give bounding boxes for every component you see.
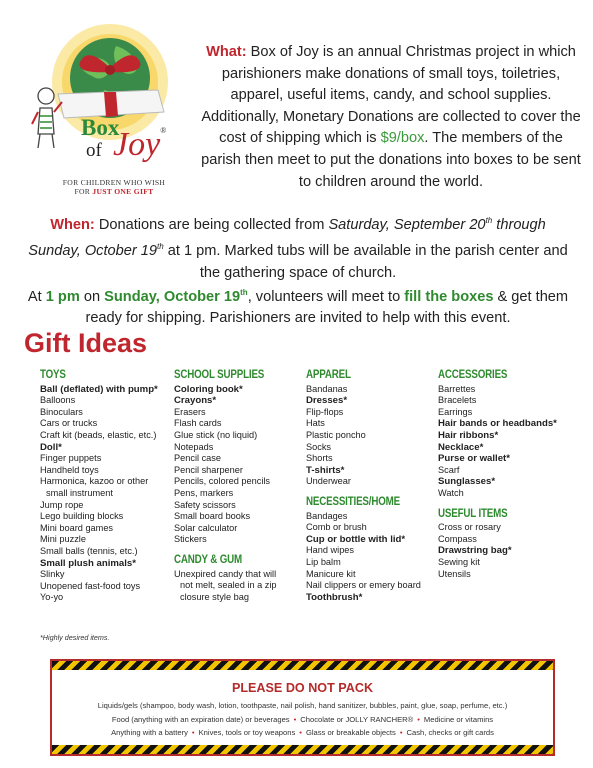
list-item: Mini puzzle bbox=[40, 534, 86, 545]
list-item: Crayons* bbox=[174, 395, 217, 407]
list-item: Safety scissors bbox=[174, 499, 236, 510]
list-item: Pencils, colored pencils bbox=[174, 476, 271, 487]
necessities-heading: NECESSITIES/HOME bbox=[306, 495, 400, 508]
list-item: Small balls (tennis, etc.) bbox=[40, 545, 138, 556]
list-item: Hats bbox=[306, 418, 325, 429]
apparel-column bbox=[306, 370, 438, 603]
list-item: not melt, sealed in a zip bbox=[180, 580, 277, 591]
list-item: Balloons bbox=[40, 395, 76, 406]
list-item: Toothbrush* bbox=[306, 591, 363, 603]
when-paragraph: When: Donations are being collected from Saturday, September 20th through Sunday, October 19th at 1 pm. Marked tubs will be available in the parish center and the gathering space of church. bbox=[28, 216, 568, 281]
list-item: Scarf bbox=[438, 464, 460, 475]
do-not-pack-item: Anything with a battery bbox=[111, 728, 188, 737]
do-not-pack-line-1: Liquids/gels (shampoo, body wash, lotion, toothpaste, nail polish, hand sanitizer, bubbles, paint, glue, soap, perfume, etc.) bbox=[97, 701, 508, 710]
list-item: Underwear bbox=[306, 476, 351, 487]
list-item: Mini board games bbox=[40, 522, 114, 533]
accessories-heading: ACCESSORIES bbox=[438, 369, 508, 381]
what-paragraph: What: Box of Joy is an annual Christmas project in which parishioners make donations of small toys, toiletries, apparel, useful items, candy, and school supplies. Additionally, Monetary Donations are collected to cover the cost of shipping which is $9/box. The members of the parish then meet to put the donations into boxes to be sent to children around the world. bbox=[201, 44, 581, 190]
list-item: Dresses* bbox=[306, 395, 348, 407]
list-item: Pencil case bbox=[174, 453, 221, 464]
bullet-separator: • bbox=[417, 715, 420, 724]
list-item: Unexpired candy that will bbox=[174, 568, 277, 579]
list-item: Craft kit (beads, elastic, etc.) bbox=[40, 429, 157, 440]
list-item: Pencil sharpener bbox=[174, 464, 243, 475]
useful-items-list bbox=[438, 522, 578, 580]
list-item: Yo-yo bbox=[40, 592, 64, 603]
accessories-list bbox=[438, 384, 578, 500]
list-item: Doll* bbox=[40, 441, 62, 453]
list-item: T-shirts* bbox=[306, 464, 345, 476]
do-not-pack-line-2 bbox=[52, 715, 553, 724]
list-item: Purse or wallet* bbox=[438, 453, 510, 465]
list-item: Lip balm bbox=[306, 556, 341, 567]
list-item: small instrument bbox=[46, 487, 113, 498]
list-item: Bandanas bbox=[306, 383, 348, 394]
list-item: Hair ribbons* bbox=[438, 429, 499, 441]
list-item: Cars or trucks bbox=[40, 418, 98, 429]
list-item: Earrings bbox=[438, 406, 473, 417]
list-item: Drawstring bag* bbox=[438, 545, 512, 557]
logo-word-box: Box bbox=[81, 115, 120, 140]
candy-gum-heading: CANDY & GUM bbox=[174, 553, 243, 566]
do-not-pack-item: Chocolate or JOLLY RANCHER® bbox=[300, 715, 414, 724]
gift-ideas-title: Gift Ideas bbox=[24, 328, 148, 358]
toys-heading: TOYS bbox=[40, 369, 66, 381]
list-item: Small board books bbox=[174, 511, 251, 522]
do-not-pack-item: Knives, tools or toy weapons bbox=[198, 728, 296, 737]
bullet-separator: • bbox=[399, 728, 403, 737]
when-label: When: bbox=[50, 216, 95, 233]
list-item: Socks bbox=[306, 441, 332, 452]
hazard-stripe-top bbox=[52, 661, 553, 670]
list-item: Flip-flops bbox=[306, 406, 344, 417]
do-not-pack-item: Medicine or vitamins bbox=[423, 715, 494, 724]
list-item: Glue stick (no liquid) bbox=[174, 429, 258, 440]
school-column bbox=[174, 370, 304, 603]
list-item: Compass bbox=[438, 533, 477, 544]
box-of-joy-logo bbox=[18, 16, 196, 196]
candy-gum-list bbox=[174, 569, 304, 604]
do-not-pack-line-3 bbox=[52, 728, 553, 737]
list-item: Binoculars bbox=[40, 406, 83, 417]
footnote: *Highly desired items. bbox=[40, 633, 110, 642]
list-item: Unopened fast-food toys bbox=[40, 580, 141, 591]
list-item: Coloring book* bbox=[174, 383, 243, 395]
list-item: Sewing kit bbox=[438, 556, 480, 567]
do-not-pack-item: Glass or breakable objects bbox=[305, 728, 396, 737]
list-item: Manicure kit bbox=[306, 568, 356, 579]
do-not-pack-box bbox=[50, 659, 555, 756]
shipping-price: $9/box bbox=[380, 130, 425, 147]
toys-list bbox=[40, 384, 172, 604]
list-item: Utensils bbox=[438, 568, 471, 579]
list-item: Flash cards bbox=[174, 418, 222, 429]
bullet-separator: • bbox=[191, 728, 195, 737]
list-item: Jump rope bbox=[40, 499, 84, 510]
do-not-pack-item: Cash, checks or gift cards bbox=[406, 728, 494, 737]
list-item: Pens, markers bbox=[174, 487, 234, 498]
list-item: Shorts bbox=[306, 453, 333, 464]
logo-word-joy: Joy® bbox=[113, 126, 167, 163]
logo-word-of: of bbox=[86, 140, 102, 161]
list-item: Bracelets bbox=[438, 395, 477, 406]
apparel-list bbox=[306, 384, 438, 488]
list-item: Hand wipes bbox=[306, 545, 355, 556]
list-item: Hair bands or headbands* bbox=[438, 418, 557, 430]
school-supplies-list bbox=[174, 384, 304, 546]
school-supplies-heading: SCHOOL SUPPLIES bbox=[174, 369, 265, 381]
list-item: Erasers bbox=[174, 406, 206, 417]
list-item: Finger puppets bbox=[40, 453, 102, 464]
bullet-separator: • bbox=[299, 728, 302, 737]
list-item: Watch bbox=[438, 487, 464, 498]
useful-items-heading: USEFUL ITEMS bbox=[438, 507, 508, 520]
globe-gift-icon bbox=[18, 16, 196, 181]
list-item: Small plush animals* bbox=[40, 557, 136, 569]
do-not-pack-title: PLEASE DO NOT PACK bbox=[231, 681, 374, 695]
do-not-pack-item: Food (anything with an expiration date) or beverages bbox=[111, 715, 290, 724]
list-item: Barrettes bbox=[438, 383, 476, 394]
list-item: Necklace* bbox=[438, 441, 484, 453]
hazard-stripe-bottom bbox=[52, 745, 553, 754]
toys-column bbox=[40, 370, 172, 604]
list-item: Handheld toys bbox=[40, 464, 99, 475]
logo-tagline: FOR CHILDREN WHO WISH FOR JUST ONE GIFT bbox=[62, 178, 166, 196]
list-item: closure style bag bbox=[180, 591, 249, 602]
volunteer-paragraph: At 1 pm on Sunday, October 19th, volunteers will meet to fill the boxes & get them ready for shipping. Parishioners are invited to help with this event. bbox=[27, 288, 569, 327]
necessities-list bbox=[306, 511, 438, 604]
list-item: Slinky bbox=[40, 569, 65, 580]
list-item: Cross or rosary bbox=[438, 522, 501, 533]
list-item: Comb or brush bbox=[306, 522, 367, 533]
list-item: Sunglasses* bbox=[438, 476, 496, 488]
list-item: Plastic poncho bbox=[306, 429, 366, 440]
list-item: Bandages bbox=[306, 510, 348, 521]
list-item: Harmonica, kazoo or other bbox=[40, 476, 149, 487]
list-item: Lego building blocks bbox=[40, 511, 124, 522]
list-item: Notepads bbox=[174, 441, 214, 452]
list-item: Cup or bottle with lid* bbox=[306, 533, 406, 545]
list-item: Solar calculator bbox=[174, 522, 238, 533]
apparel-heading: APPAREL bbox=[306, 369, 351, 381]
what-label: What: bbox=[206, 44, 247, 60]
bullet-separator: • bbox=[293, 715, 297, 724]
list-item: Nail clippers or emery board bbox=[306, 580, 421, 591]
accessories-column bbox=[438, 370, 578, 580]
list-item: Ball (deflated) with pump* bbox=[40, 383, 158, 395]
list-item: Stickers bbox=[174, 534, 207, 545]
